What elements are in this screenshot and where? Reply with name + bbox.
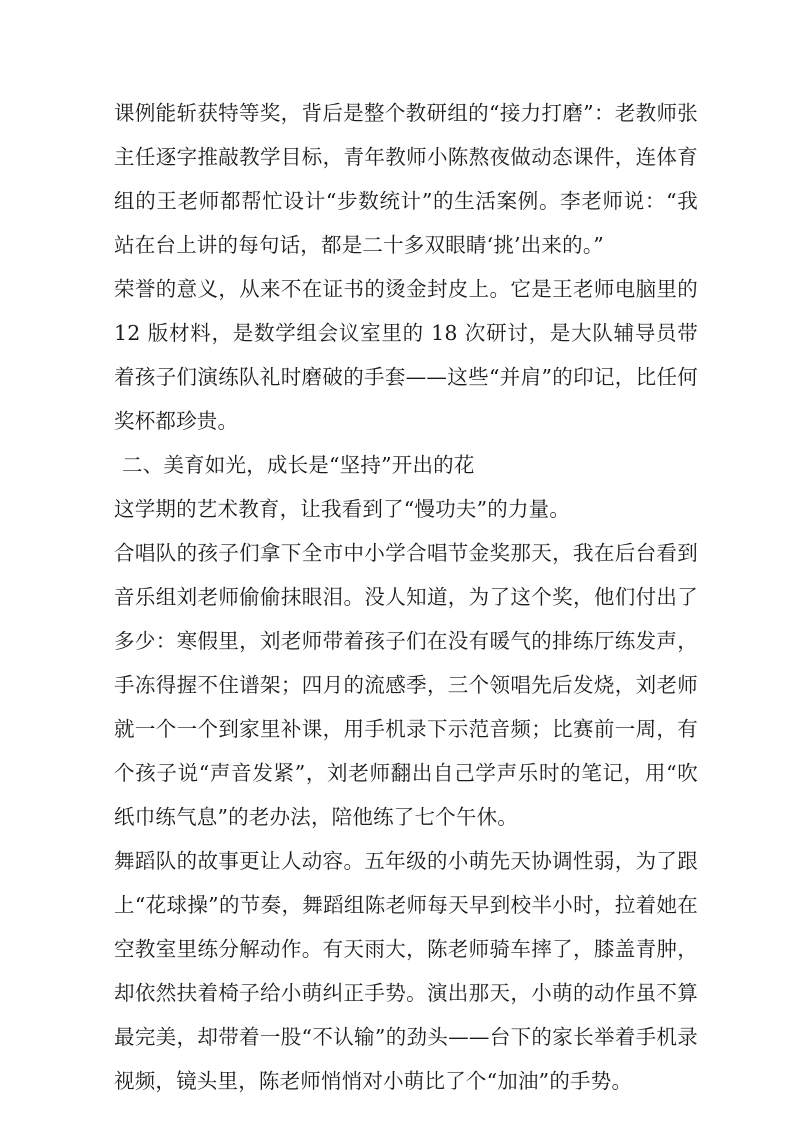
page-text-area [114, 91, 698, 1103]
paragraph-dance-team-story: 舞蹈队的故事更让人动容。五年级的小萌先天协调性弱，为了跟上“花球操”的节奏，舞蹈组陈老师每天早到校半小时，拉着她在空教室里练分解动作。有天雨大，陈老师骑车摔了，膝盖青肿，却依然扶着椅子给小萌纠正手势。演出那天，小萌的动作虽不算最完美，却带着一股“不认输”的劲头——台下的家长举着手机录视频，镜头里，陈老师悄悄对小萌比了个“加油”的手势。 [114, 849, 698, 1093]
paragraph-slow-effort-intro: 这学期的艺术教育，让我看到了“慢功夫”的力量。 [114, 497, 571, 521]
paragraph-choir-story: 合唱队的孩子们拿下全市中小学合唱节金奖那天，我在后台看到音乐组刘老师偷偷抹眼泪。没人知道，为了这个奖，他们付出了多少：寒假里，刘老师带着孩子们在没有暖气的排练厅练发声，手冻得握不住谱架；四月的流感季，三个领唱先后发烧，刘老师就一个一个到家里补课，用手机录下示范音频；比赛前一周，有个孩子说“声音发紧”，刘老师翻出自己学声乐时的笔记，用“吹纸巾练气息”的老办法，陪他练了七个午休。 [114, 541, 698, 829]
section-heading-aesthetic-education: 二、美育如光，成长是“坚持”开出的花 [122, 453, 475, 477]
paragraph-teaching-award: 课例能斩获特等奖，背后是整个教研组的“接力打磨”：老教师张主任逐字推敲教学目标，青年教师小陈熬夜做动态课件，连体育组的王老师都帮忙设计“步数统计”的生活案例。李老师说：“我站在台上讲的每句话，都是二十多双眼睛‘挑’出来的。” [114, 101, 698, 257]
paragraph-meaning-of-honor: 荣誉的意义，从来不在证书的烫金封皮上。它是王老师电脑里的 12 版材料，是数学组会议室里的 18 次研讨，是大队辅导员带着孩子们演练队礼时磨破的手套——这些“并肩”的印记，比任何奖杯都珍贵。 [114, 277, 698, 433]
